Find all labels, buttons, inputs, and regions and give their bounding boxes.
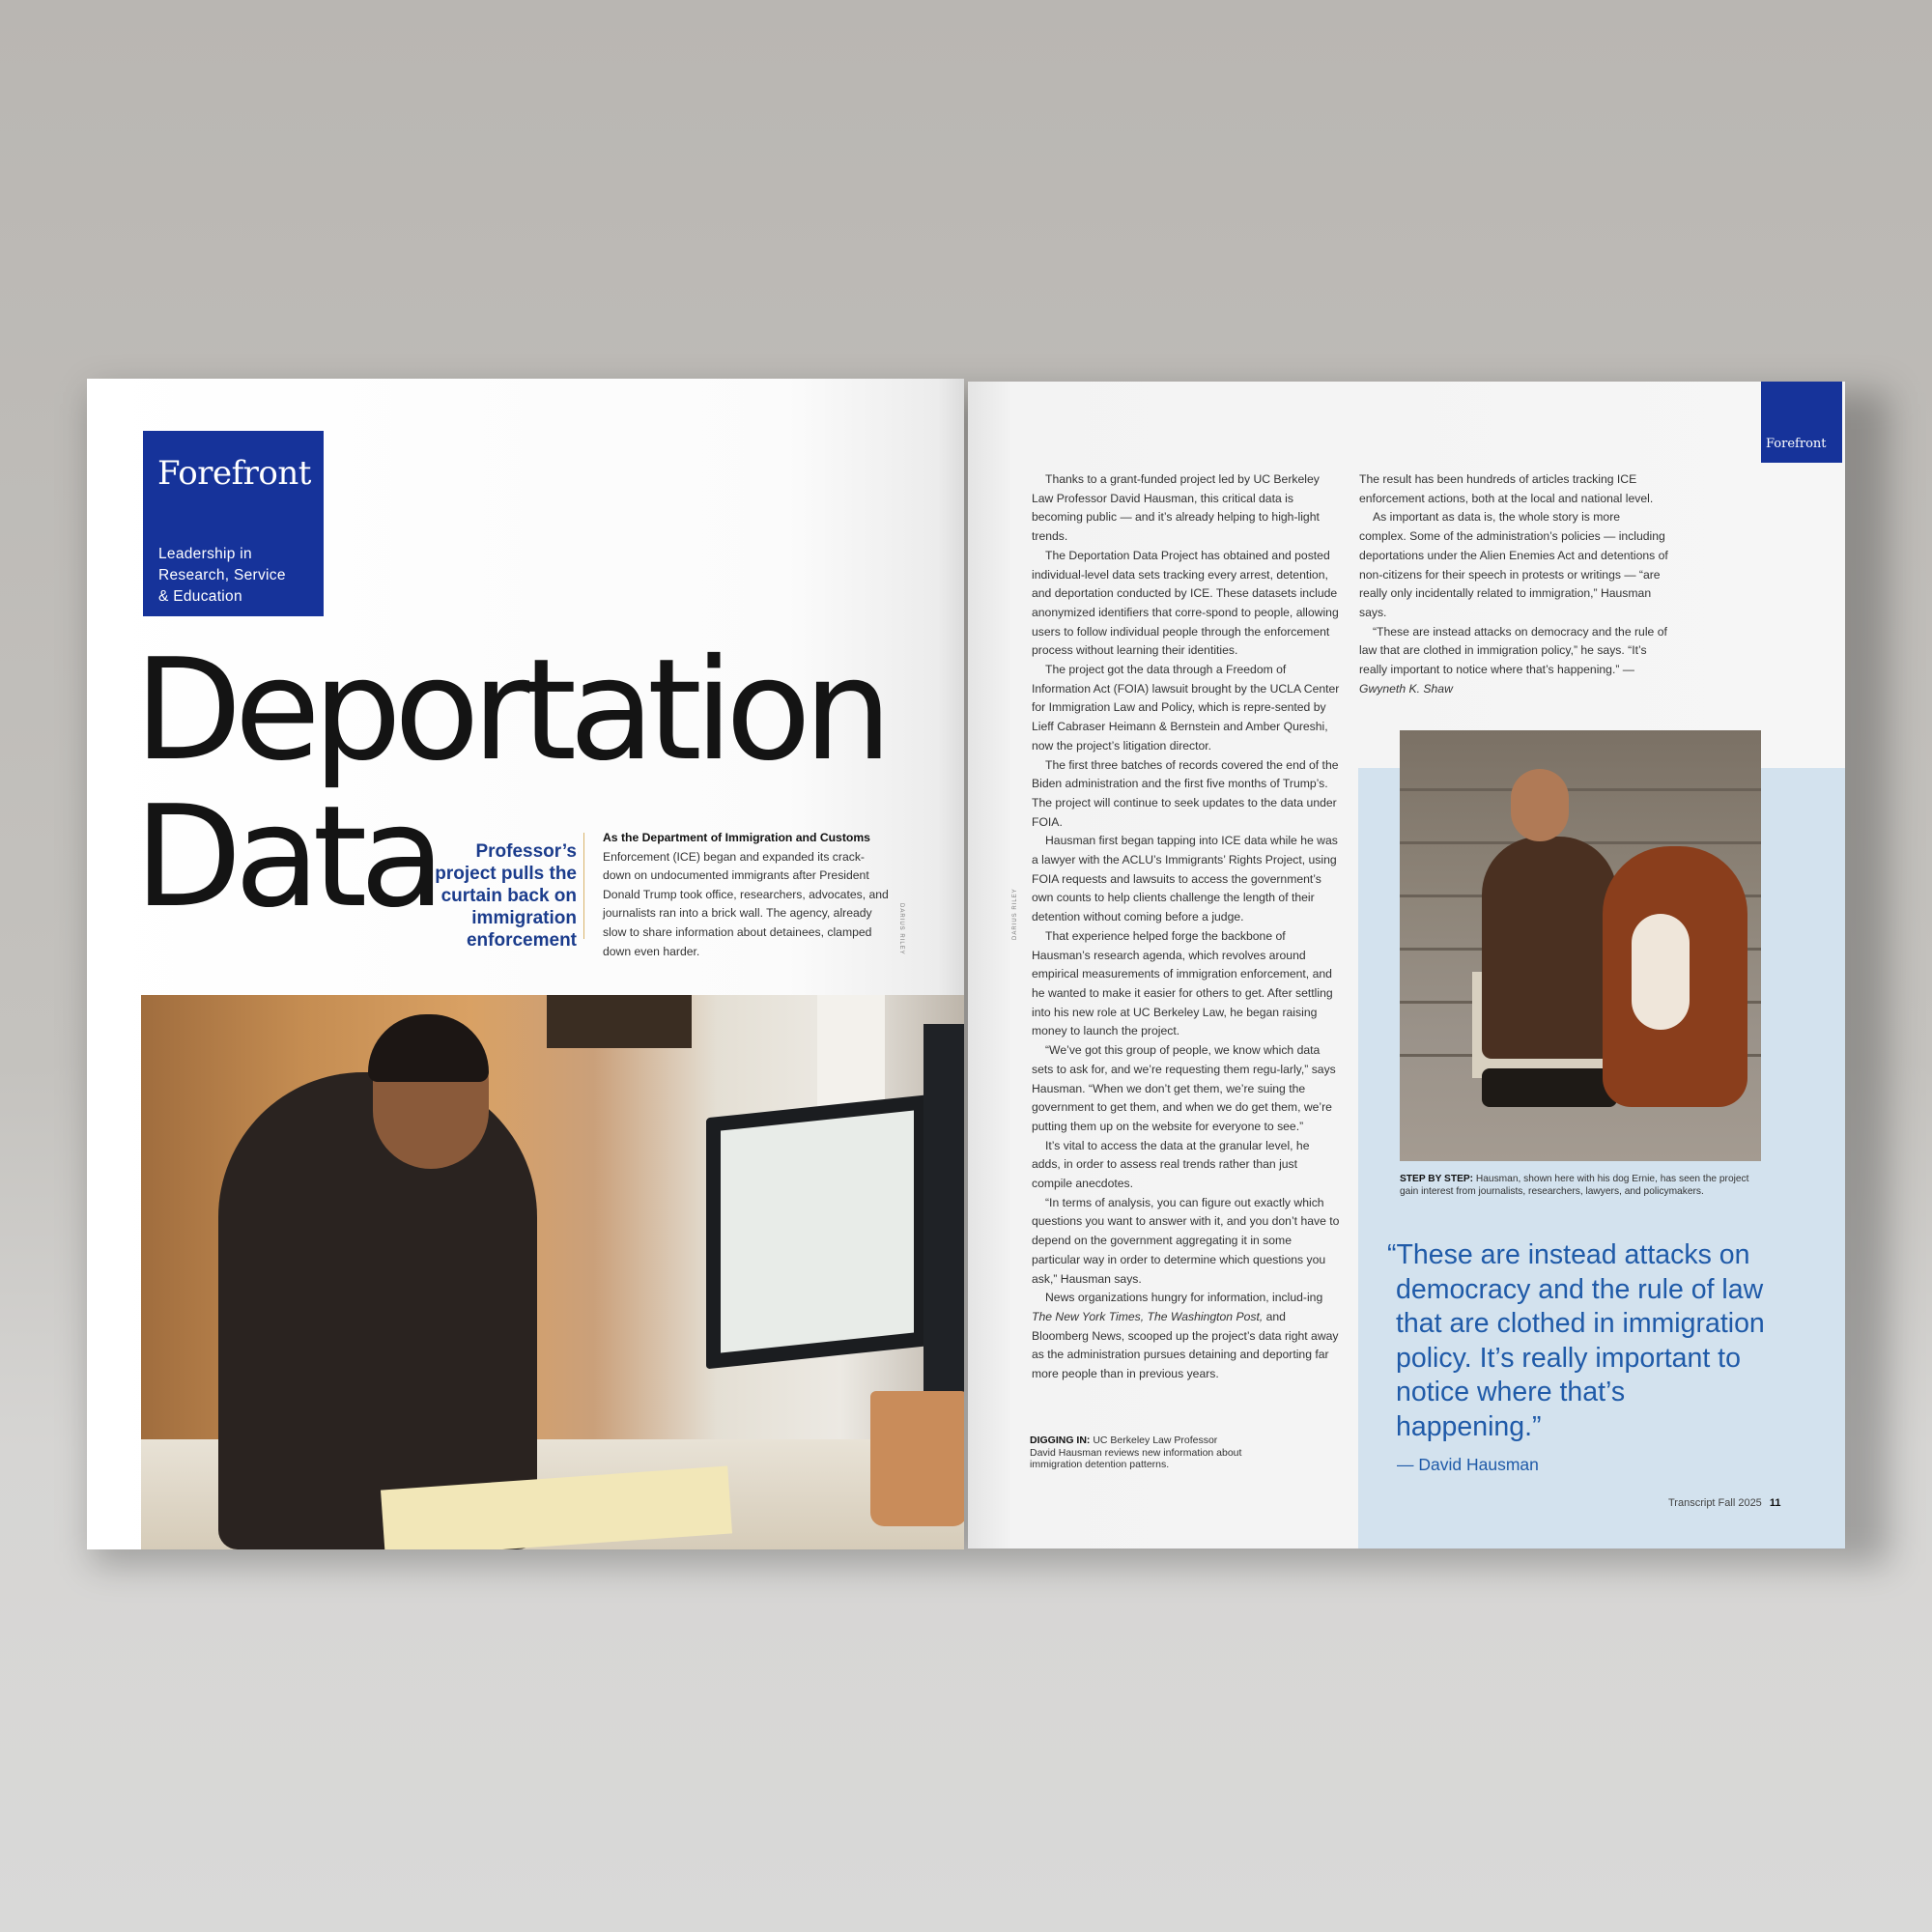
deck-line: enforcement [466,930,577,951]
office-photo [141,995,964,1549]
person-head [1511,769,1569,841]
paragraph: The result has been hundreds of articles tracking ICE enforcement actions, both at the local and national level. [1359,472,1654,505]
section-tab-label: Forefront [1766,437,1827,451]
photo-credit: DARIUS RILEY [898,903,904,955]
headline-line: Deportation [134,629,885,792]
person-silhouette [218,1072,537,1549]
intro-paragraph [603,829,893,961]
body-column-1 [1032,470,1341,1384]
paragraph: It’s vital to access the data at the granular level, he adds, in order to assess real trends rather than just compile anecdotes. [1032,1138,1310,1191]
caption-text: UC Berkeley Law Professor David Hausman reviews new information about immigration detention patterns. [1030,1435,1242,1470]
paragraph: “We’ve got this group of people, we know which data sets to ask for, and we’re requesting them regu-larly,” says Hausman. “When we don’t get them, we’re suing the government to get them, and when we do get them, we’re putting them up on the website for everyone to see.” [1032,1043,1336,1133]
intro-text: Enforcement (ICE) began and expanded its crack-down on undocumented immigrants after President Donald Trump took office, researchers, advocates, and journalists ran into a brick wall. The agency, already slow to share information about detainees, clamped down even harder. [603,849,889,958]
deck-divider [583,833,584,939]
caption-label: STEP BY STEP: [1400,1174,1474,1184]
paragraph [1359,623,1668,699]
paragraph: Hausman first began tapping into ICE data while he was a lawyer with the ACLU’s Immigrants’ Rights Project, using FOIA requests and lawsuits to access the government’s own counts to help clients challenge the length of their detention without coming before a judge. [1032,834,1338,924]
paragraph: “In terms of analysis, you can figure out exactly which questions you want to answer with it, and you don’t have to depend on the government aggregating it in some particular way in order to determine which questions you ask,” Hausman says. [1032,1195,1340,1286]
section-badge-subtitle [158,544,286,608]
caption-text: Hausman, shown here with his dog Ernie, has seen the project gain interest from journalists, researchers, lawyers, and policymakers. [1400,1174,1749,1197]
deck-line: immigration [471,908,577,928]
paragraph: The first three batches of records covered the end of the Biden administration and the first five months of Trump’s. The project will continue to seek updates to the data under FOIA. [1032,757,1339,829]
caption-label: DIGGING IN: [1030,1435,1091,1446]
coffee-cup [870,1391,964,1526]
photo-credit: DARIUS RILEY [1012,888,1018,940]
text-run: “These are instead attacks on democracy and the rule of law that are clothed in immigration policy,” he says. “It’s really important to notice where that’s happening.” — [1359,624,1667,677]
page-number: 11 [1769,1497,1781,1509]
person-torso [1482,837,1617,1059]
body-column-2 [1359,470,1668,698]
publication-names: The New York Times, The Washington Post, [1032,1309,1264,1323]
paragraph: That experience helped forge the backbone of Hausman’s research agenda, which revolves around empirical measurements of immigration enforcement, and he wanted to make it easier for others to get. After settling into his new role at UC Berkeley Law, he began raising money to launch the project. [1032,928,1333,1038]
subtitle-line: & Education [158,588,242,605]
text-run: and Bloomberg News, scooped up the project’s data right away as the administration pursues detaining and deporting far more people than in previous years. [1032,1309,1339,1381]
subtitle-line: Research, Service [158,567,286,583]
paragraph: The Deportation Data Project has obtained and posted individual-level data sets tracking every arrest, detention, and deportation conducted by ICE. These datasets include anonymized identifiers that corre-spond to people, allowing users to follow individual people through the enforcement process without learning their identities. [1032,548,1339,658]
pull-quote [1387,1238,1774,1444]
subtitle-line: Leadership in [158,546,252,562]
left-page [87,379,964,1549]
paragraph: Thanks to a grant-funded project led by UC Berkeley Law Professor David Hausman, this critical data is becoming public — and it’s already helping to high-light trends. [1032,472,1320,544]
monitor-screen [721,1110,914,1352]
paragraph [1032,1289,1341,1384]
paragraph: The project got the data through a Freedom of Information Act (FOIA) lawsuit brought by the UCLA Center for Immigration Law and Policy, which is repre-sented by Lieff Cabraser Heimann & Bernstein and Amber Qureshi, now the project’s litigation director. [1032,663,1340,753]
person-shoes [1482,1068,1617,1107]
dog-chest [1632,914,1690,1030]
photo-caption-left [1030,1435,1242,1471]
headline-line: Data [134,776,439,939]
deck-line: curtain back on [440,886,577,906]
deck-line: Professor’s [475,841,577,862]
byline: Gwyneth K. Shaw [1359,681,1453,696]
photo-caption-right [1400,1174,1759,1198]
pull-quote-attribution: — David Hausman [1397,1455,1539,1474]
second-monitor [923,1024,964,1430]
wall-frame [547,995,692,1048]
person-hair [368,1014,489,1082]
deck [411,840,577,952]
right-page [968,382,1845,1548]
pull-quote-text: “These are instead attacks on democracy and the rule of law that are clothed in immigration policy. It’s really important to notice where that’s happening.” [1387,1239,1765,1442]
stair-step [1400,788,1761,791]
intro-lead: As the Department of Immigration and Customs [603,831,870,844]
text-run: News organizations hungry for information, includ-ing [1045,1291,1323,1305]
folio [1668,1497,1780,1509]
stairs-photo [1400,730,1761,1161]
paragraph: As important as data is, the whole story is more complex. Some of the administration’s policies — including deportations under the Alien Enemies Act and detentions of non-citizens for their speech in protests or writings — “are really only incidentally related to immigration,” Hausman says. [1359,510,1668,619]
section-badge [143,431,324,616]
deck-line: project pulls the [435,864,577,884]
section-badge-title: Forefront [157,454,311,493]
section-tab [1761,382,1842,463]
publication-name: Transcript Fall 2025 [1668,1497,1762,1509]
